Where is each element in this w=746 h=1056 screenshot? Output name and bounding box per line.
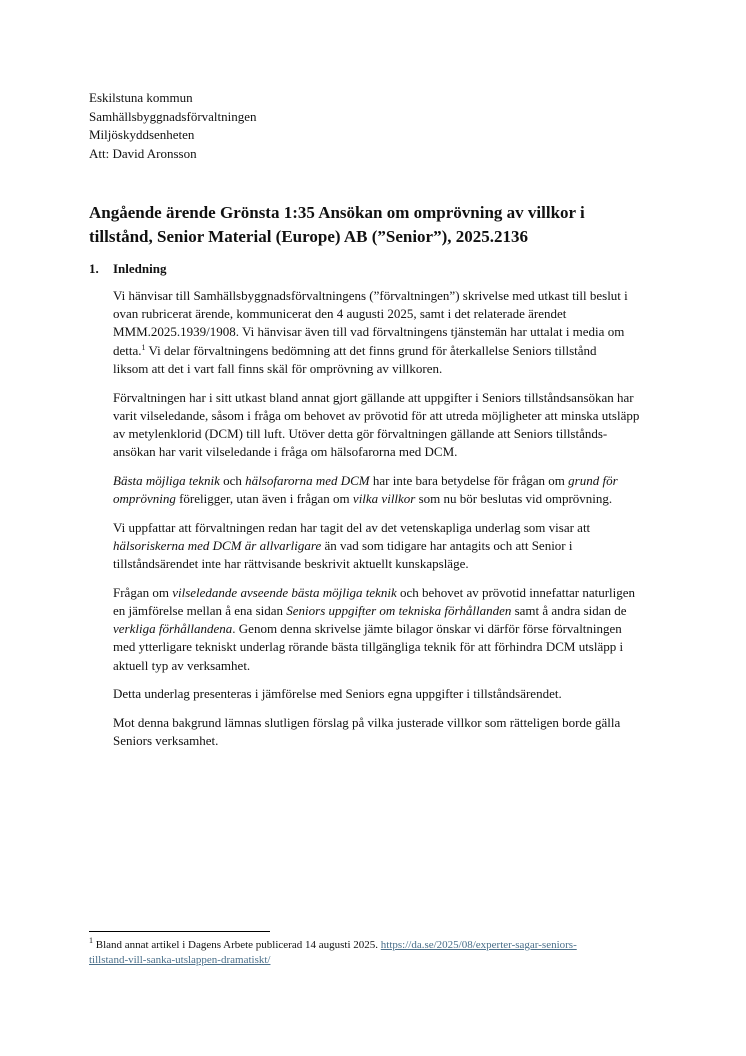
emphasis: omprövning — [113, 491, 176, 507]
text-run: föreligger, utan även i frågan om — [175, 491, 353, 507]
text-run: än vad som tidigare har antagits och att Senior i — [321, 537, 573, 553]
title-line-1: Angående ärende Grönsta 1:35 Ansökan om omprövning av villkor i — [89, 203, 585, 222]
section-heading — [89, 260, 166, 278]
paragraph-line: Vi hänvisar till Samhällsbyggnadsförvaltningens (”förvaltningen”) skrivelse med utkast till beslut i — [113, 288, 628, 303]
recipient-address — [89, 89, 257, 163]
text-run: detta. — [113, 342, 142, 358]
text-run: har inte bara betydelse för frågan om — [369, 472, 569, 488]
address-line-department: Samhällsbyggnadsförvaltningen — [89, 108, 257, 124]
paragraph-line: varit vilseledande, såsom i fråga om behovet av prövotid för att utreda möjligheter att minska utsläpp — [113, 407, 640, 423]
paragraph-line: liksom att det i vart fall finns skäl för omprövning av villkoren. — [113, 360, 443, 376]
paragraph-2 — [113, 389, 673, 462]
paragraph-line: MMM.2025.1939/1908. Vi hänvisar även till vad förvaltningens tjänstemän har uttalat i media om — [113, 324, 625, 340]
footnote-reference[interactable]: 1 — [141, 342, 146, 352]
paragraph-line: Förvaltningen har i sitt utkast bland annat gjort gällande att uppgifter i Seniors tillståndsansökan har — [113, 389, 634, 405]
paragraph-line — [113, 620, 673, 638]
section-heading-text: Inledning — [113, 261, 167, 276]
emphasis: Bästa möjliga teknik — [113, 472, 220, 488]
paragraph-7 — [113, 714, 673, 750]
paragraph-line: ansökan har varit vilseledande i fråga om hälsofarorna med DCM. — [113, 444, 458, 460]
section-number: 1. — [89, 261, 99, 276]
address-line-unit: Miljöskyddsenheten — [89, 127, 195, 142]
text-run: och — [219, 472, 246, 488]
emphasis: hälsofarorna med DCM — [245, 472, 370, 488]
document-title — [89, 201, 659, 249]
paragraph-1 — [113, 287, 673, 378]
paragraph-line: Vi uppfattar att förvaltningen redan har tagit del av det vetenskapliga underlag som visar att — [113, 519, 591, 535]
paragraph-line: av metylenklorid (DCM) till luft. Utöver detta gör förvaltningen gällande att Seniors tillstånds- — [113, 425, 608, 441]
text-run: en jämförelse mellan å ena sidan — [113, 603, 287, 619]
paragraph-5 — [113, 584, 673, 675]
paragraph-line — [113, 584, 673, 602]
paragraph-line: aktuell typ av verksamhet. — [113, 657, 251, 673]
text-run: samt å andra sidan de — [511, 603, 627, 619]
emphasis: vilseledande avseende bästa möjliga teknik — [172, 584, 397, 600]
paragraph-line: Detta underlag presenteras i jämförelse med Seniors egna uppgifter i tillståndsärendet. — [113, 686, 562, 702]
paragraph-6 — [113, 685, 673, 703]
paragraph-3 — [113, 472, 673, 508]
text-run: . Genom denna skrivelse jämte bilagor önskar vi därför förse förvaltningen — [232, 621, 622, 637]
footnote-line — [89, 938, 669, 953]
emphasis: hälsoriskerna med DCM är allvarligare — [113, 537, 322, 553]
footnote — [89, 938, 669, 968]
footnote-link[interactable]: https://da.se/2025/08/experter-sagar-seniors- — [380, 939, 577, 951]
paragraph-line: med ytterligare tekniskt underlag rörande bästa tillgängliga teknik för att förhindra DCM utsläpp i — [113, 639, 624, 655]
paragraph-line: ovan rubricerat ärende, kommunicerat den 4 augusti 2025, samt i det relaterade ärendet — [113, 306, 567, 322]
paragraph-line — [113, 537, 673, 555]
address-line-attention: Att: David Aronsson — [89, 145, 197, 161]
emphasis: verkliga förhållandena — [113, 621, 233, 637]
paragraph-line — [113, 342, 673, 360]
paragraph-line — [113, 472, 673, 490]
text-run: som nu bör beslutas vid omprövning. — [415, 491, 613, 507]
paragraph-line — [113, 490, 673, 508]
footnote-line — [89, 953, 669, 968]
emphasis: vilka villkor — [352, 491, 416, 507]
footnote-separator — [89, 931, 270, 932]
section-body — [113, 287, 673, 761]
text-run: Frågan om — [113, 584, 173, 600]
text-run: och behovet av prövotid innefattar naturligen — [396, 584, 636, 600]
address-line-organisation: Eskilstuna kommun — [89, 90, 193, 105]
text-run: Vi delar förvaltningens bedömning att det finns grund för återkallelse Seniors tillstånd — [145, 342, 597, 358]
paragraph-4 — [113, 519, 673, 574]
emphasis: grund för — [568, 472, 618, 488]
paragraph-line: Mot denna bakgrund lämnas slutligen förslag på vilka justerade villkor som rätteligen borde gälla — [113, 715, 621, 731]
emphasis: Seniors uppgifter om tekniska förhållanden — [286, 603, 512, 619]
title-line-2: tillstånd, Senior Material (Europe) AB (”Senior”), 2025.2136 — [89, 227, 529, 246]
paragraph-line: tillståndsärendet inte har rättvisande beskrivit aktuellt kunskapsläge. — [113, 556, 469, 572]
footnote-link-continued[interactable]: tillstand-vill-sanka-utslappen-dramatiskt/ — [89, 954, 271, 966]
footnote-number: 1 — [89, 936, 93, 945]
footnote-text: Bland annat artikel i Dagens Arbete publicerad 14 augusti 2025. — [93, 939, 381, 951]
paragraph-line: Seniors verksamhet. — [113, 733, 219, 749]
paragraph-line — [113, 602, 673, 620]
